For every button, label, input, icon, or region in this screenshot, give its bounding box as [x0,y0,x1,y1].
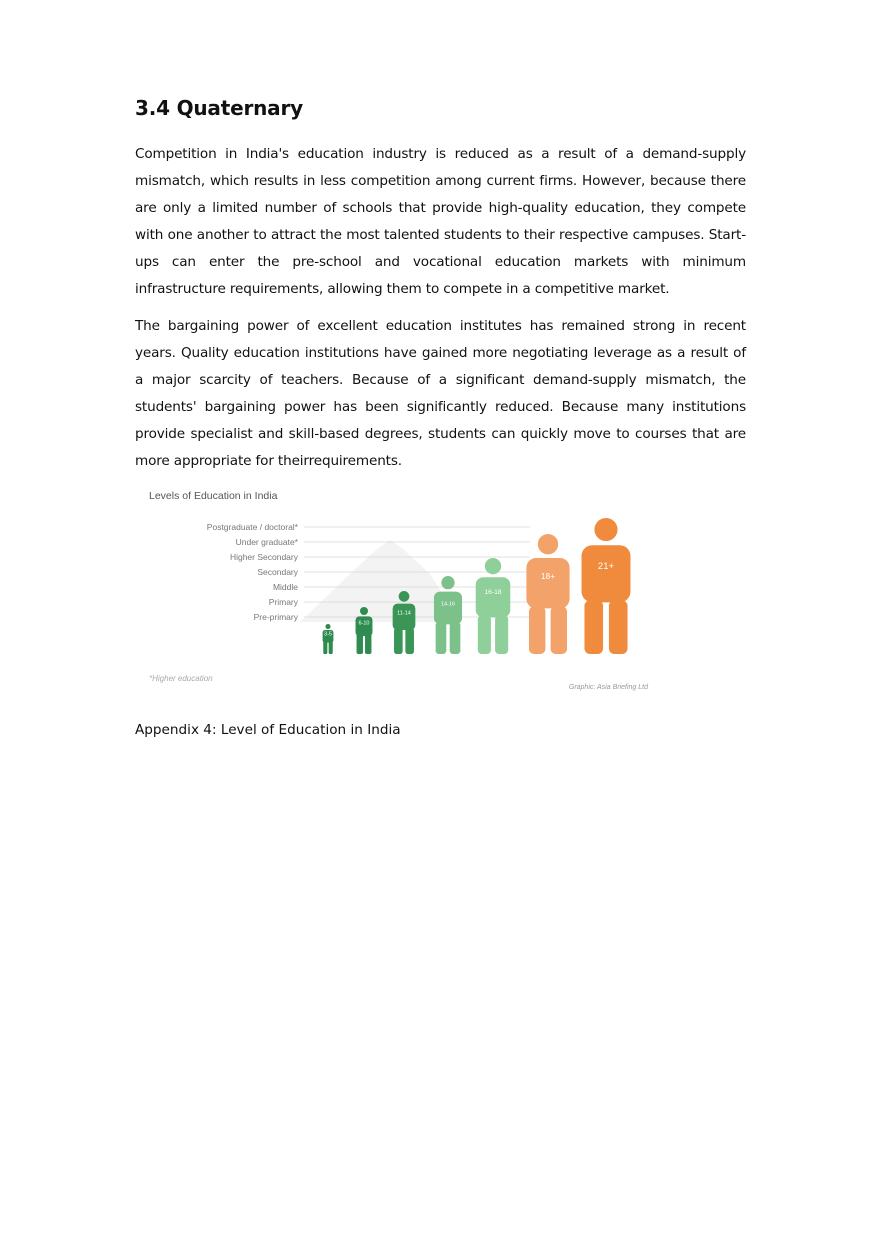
section-title: 3.4 Quaternary [135,96,303,120]
level-label: Primary [268,597,298,607]
figure-title: Levels of Education in India [149,490,278,502]
person-leg [584,600,603,654]
person-body [393,604,416,630]
person-body [526,558,569,608]
person-head [360,607,368,615]
person-leg [478,616,491,654]
person-head [441,576,454,589]
person-leg [436,622,447,654]
level-label: Pre-primary [253,612,298,622]
person-leg [609,600,628,654]
age-label: 16-18 [484,589,502,597]
age-label: 14-16 [440,601,456,608]
person-leg [365,634,371,654]
level-label: Under graduate* [235,537,298,547]
person-figure-3-5 [323,624,334,654]
person-leg [394,628,403,654]
level-label: Middle [272,582,298,592]
person-head [594,518,617,541]
person-figure-16-18 [476,558,511,654]
education-levels-figure [140,482,660,697]
figure-credit: Graphic: Asia Briefing Ltd [568,684,648,691]
age-label: 11-14 [397,610,411,617]
person-figure-18+ [526,534,569,654]
age-label: 21+ [597,561,615,573]
level-label: Postgraduate / doctoral* [206,522,298,532]
person-head [485,558,501,574]
person-leg [323,641,327,654]
person-leg [495,616,508,654]
person-leg [357,634,363,654]
person-body [434,592,462,625]
person-leg [551,606,567,654]
paragraph-competition: Competition in India's education industry is reduced as a result of a demand-supply mismatch, which results in less competition among current firms. However, because there are only a limited number of schools that provide high-quality education, they compete with one another to attract the most talented students to their respective campuses. Start-ups can enter the pre-school and vocational education markets with minimum infrastructure requirements, allowing them to compete in a competitive market. [135,146,746,297]
person-figure-21+ [582,518,631,654]
figure-footnote: *Higher education [149,674,213,683]
age-label: 6-10 [358,620,370,627]
age-label: 3-5 [324,631,332,638]
person-leg [405,628,414,654]
age-label: 18+ [540,571,556,582]
person-head [399,591,410,602]
paragraph-bargaining-power: The bargaining power of excellent education institutes has remained strong in recent years. Quality education institutions have gained more negotiating leverage as a result of a major scarcity of teachers. Because of a significant demand-supply mismatch, the students' bargaining power has been significantly reduced. Because many institutions provide specialist and skill-based degrees, students can quickly move to courses that are more appropriate for theirrequirements. [135,318,746,469]
person-leg [529,606,545,654]
person-body [476,577,511,617]
person-head [325,624,330,629]
level-label: Secondary [257,567,298,577]
person-leg [450,622,461,654]
person-leg [329,641,333,654]
person-body [582,545,631,602]
level-label: Higher Secondary [229,552,298,562]
person-head [538,534,558,554]
figure-caption: Appendix 4: Level of Education in India [135,722,401,738]
